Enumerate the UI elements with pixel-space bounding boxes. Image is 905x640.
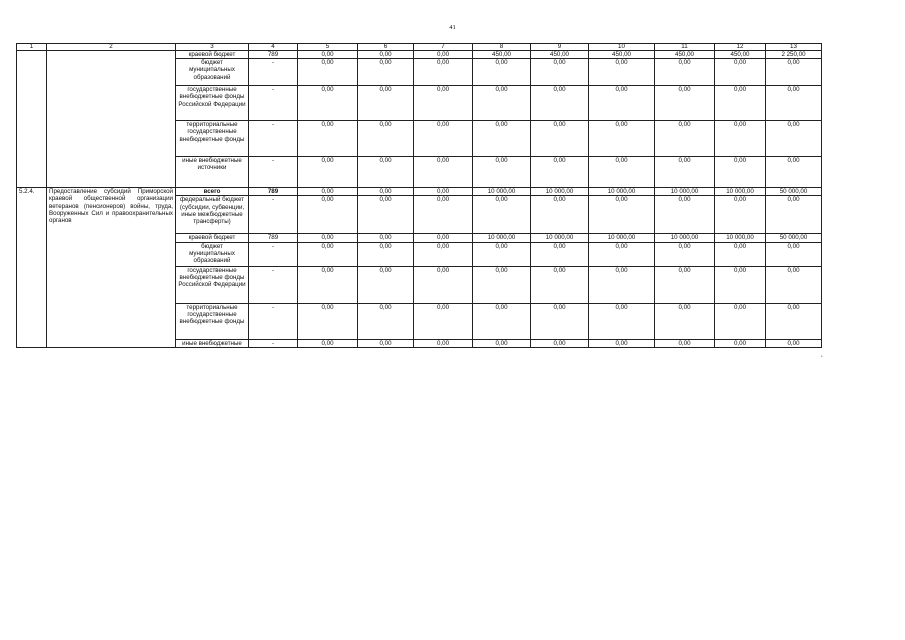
amount-cell: 0,00 [473, 242, 531, 266]
amount-cell: 450,00 [589, 51, 655, 59]
header-cell: 2 [47, 44, 176, 51]
funding-source-cell: бюджет муниципальных образований [176, 242, 249, 266]
amount-cell: 0,00 [589, 196, 655, 234]
item-description-cell: Предоставление субсидий Приморской краевой общественной организации ветеранов (пенсионеров) войны, труда, Вооруженных Сил и правоохранительных органов [47, 188, 176, 348]
budget-code-cell: 789 [249, 51, 298, 59]
funding-source-cell: государственные внебюджетные фонды Российской Федерации [176, 266, 249, 303]
amount-cell: 0,00 [358, 157, 414, 188]
amount-cell: 0,00 [589, 242, 655, 266]
amount-cell: 0,00 [298, 157, 358, 188]
table-row [17, 51, 822, 59]
amount-cell: 450,00 [531, 51, 589, 59]
amount-cell: 0,00 [655, 59, 715, 86]
budget-code-cell: - [249, 266, 298, 303]
amount-cell: 0,00 [655, 242, 715, 266]
amount-cell: 450,00 [473, 51, 531, 59]
amount-cell: 0,00 [414, 51, 473, 59]
amount-cell: 0,00 [473, 157, 531, 188]
amount-cell: 0,00 [531, 157, 589, 188]
funding-source-cell: федеральный бюджет (субсидии, субвенции, иные межбюджетные трансферты) [176, 196, 249, 234]
amount-cell: 10 000,00 [473, 188, 531, 196]
header-cell: 5 [298, 44, 358, 51]
amount-cell: 0,00 [298, 59, 358, 86]
amount-cell: 0,00 [655, 196, 715, 234]
budget-code-cell: - [249, 303, 298, 339]
amount-cell: 0,00 [473, 303, 531, 339]
header-cell: 9 [531, 44, 589, 51]
amount-cell: 0,00 [766, 157, 822, 188]
amount-cell: 0,00 [473, 339, 531, 347]
amount-cell: 0,00 [589, 86, 655, 121]
amount-cell: 0,00 [715, 266, 766, 303]
amount-cell: 0,00 [589, 303, 655, 339]
amount-cell: 0,00 [414, 242, 473, 266]
amount-cell: 0,00 [655, 86, 715, 121]
amount-cell: 50 000,00 [766, 234, 822, 242]
amount-cell: 0,00 [414, 196, 473, 234]
amount-cell: 0,00 [715, 242, 766, 266]
amount-cell: 0,00 [414, 121, 473, 157]
amount-cell: 0,00 [715, 339, 766, 347]
amount-cell: 10 000,00 [531, 234, 589, 242]
amount-cell: 0,00 [358, 51, 414, 59]
amount-cell: 0,00 [298, 121, 358, 157]
amount-cell: 0,00 [589, 157, 655, 188]
amount-cell: 0,00 [655, 121, 715, 157]
amount-cell: 0,00 [531, 121, 589, 157]
amount-cell: 0,00 [358, 86, 414, 121]
budget-code-cell: 789 [249, 234, 298, 242]
amount-cell: 0,00 [298, 234, 358, 242]
amount-cell: 0,00 [298, 242, 358, 266]
table-row [17, 188, 822, 196]
amount-cell: 50 000,00 [766, 188, 822, 196]
header-cell: 6 [358, 44, 414, 51]
amount-cell: 0,00 [473, 196, 531, 234]
amount-cell: 0,00 [766, 121, 822, 157]
amount-cell: 0,00 [766, 339, 822, 347]
amount-cell: 0,00 [298, 303, 358, 339]
budget-code-cell: - [249, 121, 298, 157]
amount-cell: 10 000,00 [715, 188, 766, 196]
amount-cell: 0,00 [766, 242, 822, 266]
amount-cell: 0,00 [414, 188, 473, 196]
amount-cell: 0,00 [715, 121, 766, 157]
amount-cell: 0,00 [655, 339, 715, 347]
amount-cell: 0,00 [766, 303, 822, 339]
amount-cell: 10 000,00 [473, 234, 531, 242]
amount-cell: 0,00 [414, 157, 473, 188]
budget-code-cell: - [249, 86, 298, 121]
amount-cell: 0,00 [298, 188, 358, 196]
amount-cell: 10 000,00 [715, 234, 766, 242]
funding-source-cell: государственные внебюджетные фонды Российской Федерации [176, 86, 249, 121]
amount-cell: 10 000,00 [589, 234, 655, 242]
budget-code-cell: - [249, 196, 298, 234]
header-cell: 4 [249, 44, 298, 51]
amount-cell: 450,00 [655, 51, 715, 59]
header-cell: 10 [589, 44, 655, 51]
amount-cell: 0,00 [531, 242, 589, 266]
amount-cell: 0,00 [589, 59, 655, 86]
amount-cell: 0,00 [589, 121, 655, 157]
amount-cell: 0,00 [715, 157, 766, 188]
amount-cell: 0,00 [655, 303, 715, 339]
budget-code-cell: - [249, 242, 298, 266]
header-cell: 11 [655, 44, 715, 51]
amount-cell: 0,00 [766, 266, 822, 303]
header-cell: 8 [473, 44, 531, 51]
amount-cell: 0,00 [298, 51, 358, 59]
amount-cell: 0,00 [298, 86, 358, 121]
funding-source-cell: территориальные государственные внебюджетные фонды [176, 121, 249, 157]
amount-cell: 10 000,00 [531, 188, 589, 196]
budget-code-cell: - [249, 157, 298, 188]
amount-cell: 2 250,00 [766, 51, 822, 59]
amount-cell: 0,00 [358, 188, 414, 196]
amount-cell: 0,00 [531, 59, 589, 86]
amount-cell: 0,00 [473, 59, 531, 86]
amount-cell: 0,00 [531, 86, 589, 121]
header-row [17, 44, 822, 51]
header-cell: 3 [176, 44, 249, 51]
budget-code-cell: 789 [249, 188, 298, 196]
amount-cell: 0,00 [298, 339, 358, 347]
amount-cell: 0,00 [531, 339, 589, 347]
amount-cell: 10 000,00 [655, 234, 715, 242]
header-cell: 1 [17, 44, 47, 51]
amount-cell: 0,00 [655, 266, 715, 303]
amount-cell: 0,00 [473, 121, 531, 157]
amount-cell: 0,00 [358, 303, 414, 339]
amount-cell: 0,00 [531, 196, 589, 234]
amount-cell: 0,00 [414, 59, 473, 86]
funding-source-cell: краевой бюджет [176, 234, 249, 242]
funding-source-cell: краевой бюджет [176, 51, 249, 59]
amount-cell: 10 000,00 [589, 188, 655, 196]
header-cell: 7 [414, 44, 473, 51]
amount-cell: 0,00 [589, 266, 655, 303]
amount-cell: 0,00 [715, 303, 766, 339]
amount-cell: 0,00 [358, 196, 414, 234]
amount-cell: 0,00 [531, 303, 589, 339]
amount-cell: 0,00 [473, 86, 531, 121]
budget-code-cell: - [249, 339, 298, 347]
funding-source-cell: всего [176, 188, 249, 196]
corner-mark: * [821, 354, 823, 359]
funding-source-cell: бюджет муниципальных образований [176, 59, 249, 86]
amount-cell: 0,00 [715, 86, 766, 121]
amount-cell: 0,00 [414, 234, 473, 242]
page-number: 41 [449, 24, 456, 31]
amount-cell: 0,00 [766, 59, 822, 86]
amount-cell: 0,00 [473, 266, 531, 303]
amount-cell: 10 000,00 [655, 188, 715, 196]
amount-cell: 0,00 [358, 242, 414, 266]
header-cell: 13 [766, 44, 822, 51]
header-cell: 12 [715, 44, 766, 51]
amount-cell: 0,00 [589, 339, 655, 347]
amount-cell: 0,00 [298, 196, 358, 234]
amount-cell: 0,00 [766, 86, 822, 121]
item-number-cell: 5.2.4. [17, 188, 47, 348]
amount-cell: 0,00 [715, 196, 766, 234]
item-number-cell [17, 51, 47, 188]
amount-cell: 0,00 [414, 339, 473, 347]
amount-cell: 0,00 [358, 234, 414, 242]
funding-source-cell: иные внебюджетные источники [176, 157, 249, 188]
amount-cell: 0,00 [298, 266, 358, 303]
amount-cell: 0,00 [358, 266, 414, 303]
amount-cell: 0,00 [715, 59, 766, 86]
amount-cell: 0,00 [358, 121, 414, 157]
amount-cell: 0,00 [531, 266, 589, 303]
amount-cell: 0,00 [414, 86, 473, 121]
amount-cell: 0,00 [358, 59, 414, 86]
funding-source-cell: территориальные государственные внебюджетные фонды [176, 303, 249, 339]
budget-code-cell: - [249, 59, 298, 86]
amount-cell: 0,00 [655, 157, 715, 188]
amount-cell: 0,00 [414, 266, 473, 303]
amount-cell: 0,00 [766, 196, 822, 234]
amount-cell: 0,00 [414, 303, 473, 339]
item-description-cell [47, 51, 176, 188]
amount-cell: 450,00 [715, 51, 766, 59]
funding-source-cell: иные внебюджетные [176, 339, 249, 347]
budget-table [16, 43, 822, 348]
amount-cell: 0,00 [358, 339, 414, 347]
